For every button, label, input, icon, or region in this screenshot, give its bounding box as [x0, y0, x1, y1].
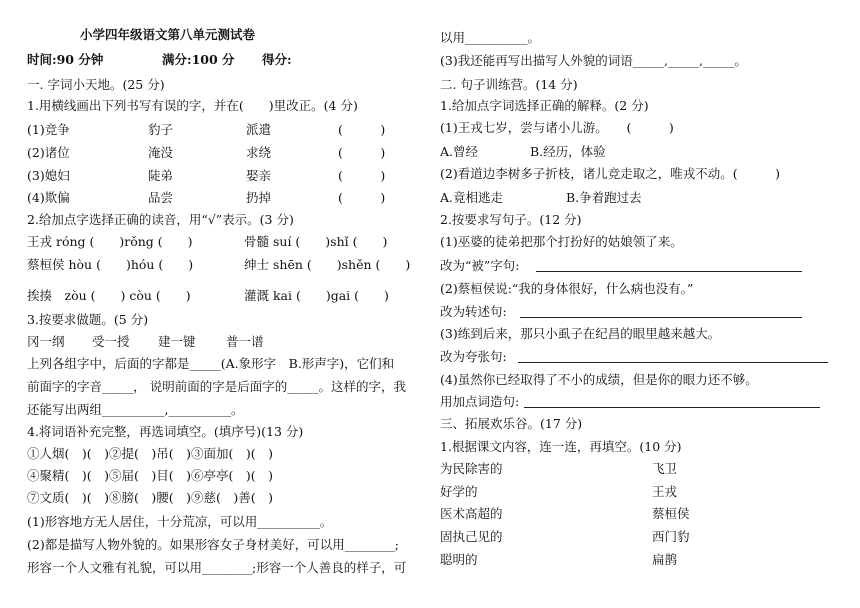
time-label: 时间:90 分钟 — [27, 52, 104, 67]
q4-row: ①人烟( )( )②提( )吊( )③面加( )( ) — [27, 446, 274, 461]
q4-row: ④聚精( )( )⑤届( )目( )⑥亭亭( )( ) — [27, 468, 274, 483]
a2-sentence: (2)蔡桓侯说:“我的身体很好，什么病也没有。” — [440, 281, 694, 296]
a2-sentence: (4)虽然你已经取得了不小的成绩，但是你的眼力还不够。 — [440, 372, 758, 387]
q3-line: 前面字的字音_____， 说明前面的字是后面字的_____。这样的字，我 — [27, 379, 406, 394]
score-label: 满分:100 分 — [162, 52, 235, 67]
continued-line: 以用__________。 — [440, 30, 541, 45]
match-left-item[interactable]: 医术高超的 — [440, 506, 503, 521]
q3-line: 上列各组字中，后面的字都是_____(A.象形字 B.形声字)，它们和 — [27, 356, 395, 371]
q3-text: 3.按要求做题。(5 分) — [27, 312, 149, 327]
q2-text: 2.给加点字选择正确的读音，用“√”表示。(3 分) — [27, 212, 294, 227]
a2-sentence: (3)练到后来，那只小虱子在纪昌的眼里越来越大。 — [440, 326, 721, 341]
a2-instruction: 改为“被”字句: — [440, 258, 520, 273]
a2-instruction: 改为夸张句: — [440, 349, 507, 364]
got-label: 得分: — [262, 52, 292, 67]
q4-3-line: (3)我还能再写出描写人外貌的词语_____,_____,_____。 — [440, 53, 747, 68]
q1-text: 1.用横线画出下列书写有误的字，并在( )里改正。(4 分) — [27, 98, 358, 113]
match-left-item[interactable]: 好学的 — [440, 484, 478, 499]
q3-line: 还能写出两组__________,__________。 — [27, 402, 244, 417]
a2-instruction: 改为转述句: — [440, 304, 507, 319]
match-left-item[interactable]: 固执己见的 — [440, 529, 503, 544]
answer-line[interactable] — [524, 407, 820, 408]
section-1-heading: 一. 字词小天地。(25 分) — [27, 77, 165, 92]
answer-line[interactable] — [536, 271, 802, 272]
exam-title: 小学四年级语文第八单元测试卷 — [80, 27, 256, 42]
match-right-item[interactable]: 飞卫 — [652, 461, 678, 476]
match-left-item[interactable]: 为民除害的 — [440, 461, 503, 476]
q4-row: ⑦文质( )( )⑧膀( )腰( )⑨慈( )善( ) — [27, 490, 274, 505]
a1-text: 1.给加点字词选择正确的解释。(2 分) — [440, 98, 649, 113]
answer-line[interactable] — [520, 317, 802, 318]
match-right-item[interactable]: 蔡桓侯 — [652, 506, 690, 521]
b1-text: 1.根据课文内容，连一连，再填空。(10 分) — [440, 439, 682, 454]
a2-sentence: (1)巫婆的徒弟把那个打扮好的姑娘领了来。 — [440, 234, 683, 249]
match-right-item[interactable]: 西门豹 — [652, 529, 690, 544]
a2-instruction: 用加点词造句: — [440, 394, 520, 409]
q4-line: (1)形容地方无人居住，十分荒凉，可以用__________。 — [27, 514, 333, 529]
q4-text: 4.将词语补充完整，再选词填空。(填序号)(13 分) — [27, 424, 304, 439]
match-left-item[interactable]: 聪明的 — [440, 552, 478, 567]
match-right-item[interactable]: 王戎 — [652, 484, 678, 499]
q4-line: (2)都是描写人物外貌的。如果形容女子身材美好，可以用________; — [27, 537, 399, 552]
section-2-heading: 二. 句子训练营。(14 分) — [440, 77, 578, 92]
section-3-heading: 三、拓展欢乐谷。(17 分) — [440, 416, 583, 431]
q4-line: 形容一个人文雅有礼貌，可以用________;形容一个人善良的样子，可 — [27, 560, 407, 575]
match-right-item[interactable]: 扁鹊 — [652, 552, 678, 567]
answer-line[interactable] — [518, 362, 828, 363]
a1-sub: (1)王戎七岁，尝与诸小儿游。 ( ) — [440, 120, 674, 135]
a2-text: 2.按要求写句子。(12 分) — [440, 212, 582, 227]
a1-sub: (2)看道边李树多子折枝，诸儿竞走取之，唯戎不动。( ) — [440, 166, 780, 181]
